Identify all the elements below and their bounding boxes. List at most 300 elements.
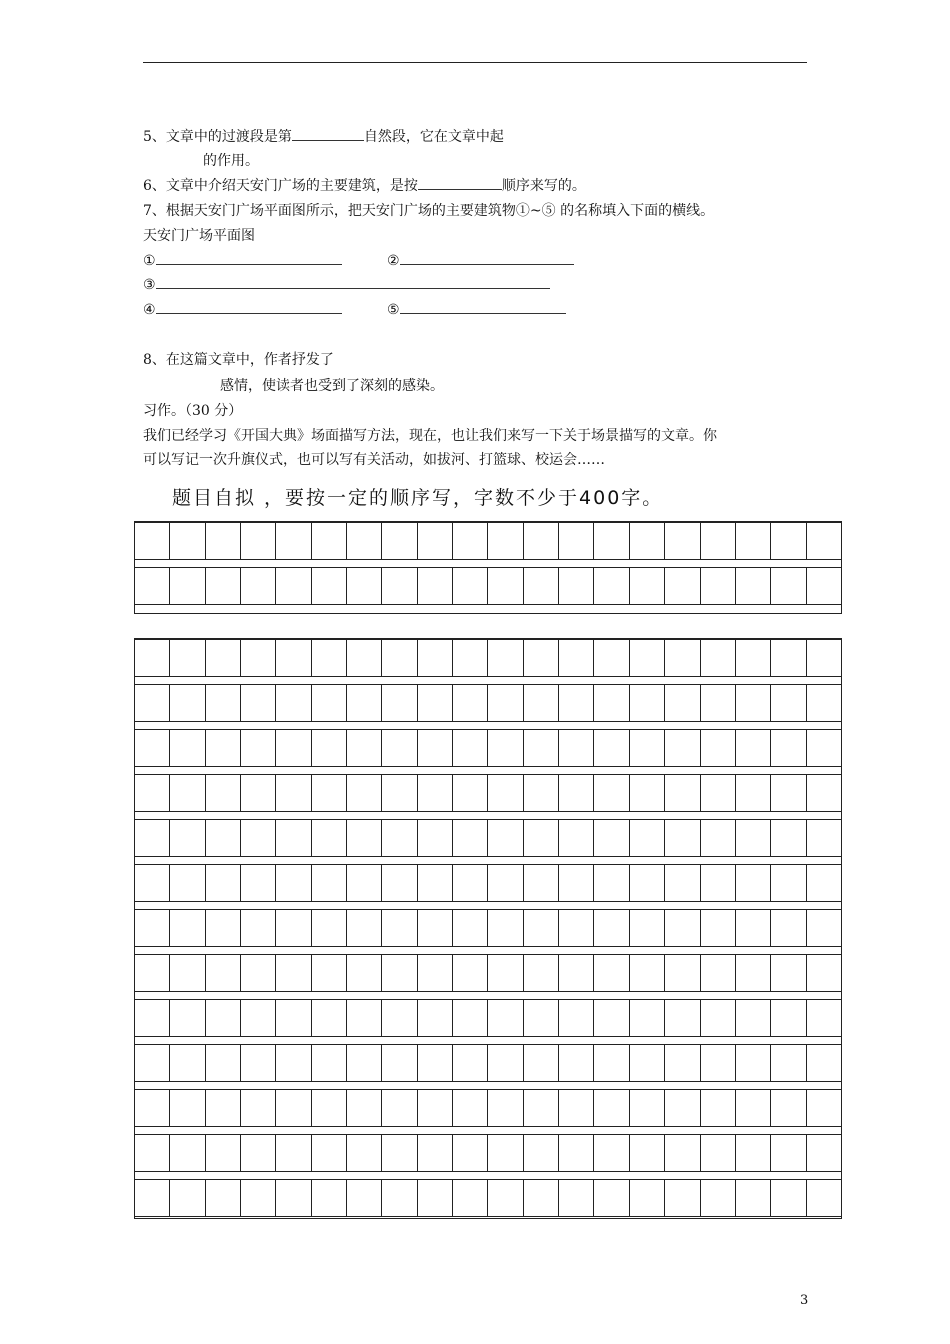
- grid-cell[interactable]: [488, 568, 523, 604]
- grid-cell[interactable]: [771, 1045, 806, 1081]
- grid-cell[interactable]: [594, 775, 629, 811]
- grid-cell[interactable]: [807, 568, 841, 604]
- grid-cell[interactable]: [135, 1090, 170, 1126]
- grid-cell[interactable]: [594, 1180, 629, 1216]
- grid-cell[interactable]: [453, 820, 488, 856]
- grid-cell[interactable]: [488, 775, 523, 811]
- grid-cell[interactable]: [594, 820, 629, 856]
- grid-cell[interactable]: [807, 910, 841, 946]
- grid-cell[interactable]: [382, 820, 417, 856]
- grid-cell[interactable]: [630, 640, 665, 676]
- grid-cell[interactable]: [312, 1090, 347, 1126]
- grid-cell[interactable]: [382, 1180, 417, 1216]
- grid-cell[interactable]: [665, 1000, 700, 1036]
- grid-cell[interactable]: [524, 1180, 559, 1216]
- grid-cell[interactable]: [736, 955, 771, 991]
- grid-cell[interactable]: [630, 865, 665, 901]
- grid-cell[interactable]: [206, 640, 241, 676]
- grid-cell[interactable]: [559, 775, 594, 811]
- grid-cell[interactable]: [524, 685, 559, 721]
- grid-cell[interactable]: [418, 640, 453, 676]
- grid-cell[interactable]: [594, 1000, 629, 1036]
- grid-cell[interactable]: [736, 1180, 771, 1216]
- grid-cell[interactable]: [701, 910, 736, 946]
- grid-cell[interactable]: [665, 1135, 700, 1171]
- grid-cell[interactable]: [559, 1000, 594, 1036]
- grid-cell[interactable]: [276, 820, 311, 856]
- grid-cell[interactable]: [347, 820, 382, 856]
- grid-cell[interactable]: [736, 1045, 771, 1081]
- grid-cell[interactable]: [736, 910, 771, 946]
- grid-cell[interactable]: [488, 910, 523, 946]
- grid-cell[interactable]: [241, 1135, 276, 1171]
- grid-cell[interactable]: [170, 523, 205, 559]
- grid-cell[interactable]: [135, 1045, 170, 1081]
- answer-blank-4[interactable]: [156, 299, 342, 314]
- grid-cell[interactable]: [594, 1135, 629, 1171]
- grid-cell[interactable]: [630, 1180, 665, 1216]
- grid-cell[interactable]: [488, 1180, 523, 1216]
- grid-cell[interactable]: [736, 1135, 771, 1171]
- grid-cell[interactable]: [807, 1135, 841, 1171]
- grid-cell[interactable]: [630, 1090, 665, 1126]
- grid-cell[interactable]: [771, 568, 806, 604]
- grid-cell[interactable]: [665, 1090, 700, 1126]
- grid-cell[interactable]: [276, 775, 311, 811]
- grid-cell[interactable]: [206, 1090, 241, 1126]
- grid-cell[interactable]: [701, 568, 736, 604]
- grid-cell[interactable]: [630, 910, 665, 946]
- grid-cell[interactable]: [418, 1090, 453, 1126]
- grid-cell[interactable]: [807, 1090, 841, 1126]
- grid-cell[interactable]: [665, 865, 700, 901]
- grid-cell[interactable]: [488, 1090, 523, 1126]
- grid-cell[interactable]: [630, 955, 665, 991]
- grid-cell[interactable]: [524, 820, 559, 856]
- grid-cell[interactable]: [170, 730, 205, 766]
- grid-cell[interactable]: [382, 568, 417, 604]
- grid-cell[interactable]: [135, 640, 170, 676]
- grid-cell[interactable]: [135, 865, 170, 901]
- grid-cell[interactable]: [665, 568, 700, 604]
- grid-cell[interactable]: [524, 910, 559, 946]
- grid-cell[interactable]: [135, 730, 170, 766]
- grid-cell[interactable]: [771, 955, 806, 991]
- grid-cell[interactable]: [241, 775, 276, 811]
- grid-cell[interactable]: [347, 1180, 382, 1216]
- grid-cell[interactable]: [135, 1000, 170, 1036]
- grid-cell[interactable]: [347, 910, 382, 946]
- grid-cell[interactable]: [170, 1000, 205, 1036]
- answer-blank-2[interactable]: [400, 250, 574, 265]
- grid-cell[interactable]: [276, 685, 311, 721]
- grid-cell[interactable]: [488, 1000, 523, 1036]
- grid-cell[interactable]: [453, 1000, 488, 1036]
- grid-cell[interactable]: [736, 640, 771, 676]
- grid-cell[interactable]: [701, 685, 736, 721]
- grid-cell[interactable]: [276, 523, 311, 559]
- grid-cell[interactable]: [170, 820, 205, 856]
- grid-cell[interactable]: [630, 1045, 665, 1081]
- grid-cell[interactable]: [453, 1090, 488, 1126]
- grid-cell[interactable]: [736, 730, 771, 766]
- grid-cell[interactable]: [701, 1045, 736, 1081]
- grid-cell[interactable]: [559, 640, 594, 676]
- grid-cell[interactable]: [524, 523, 559, 559]
- grid-cell[interactable]: [665, 820, 700, 856]
- grid-cell[interactable]: [241, 1045, 276, 1081]
- grid-cell[interactable]: [241, 1180, 276, 1216]
- grid-cell[interactable]: [665, 775, 700, 811]
- grid-cell[interactable]: [418, 910, 453, 946]
- grid-cell[interactable]: [559, 1090, 594, 1126]
- grid-cell[interactable]: [418, 523, 453, 559]
- grid-cell[interactable]: [382, 775, 417, 811]
- grid-cell[interactable]: [736, 568, 771, 604]
- grid-cell[interactable]: [524, 1000, 559, 1036]
- grid-cell[interactable]: [807, 1180, 841, 1216]
- grid-cell[interactable]: [206, 910, 241, 946]
- grid-cell[interactable]: [488, 685, 523, 721]
- grid-cell[interactable]: [241, 1090, 276, 1126]
- grid-cell[interactable]: [135, 775, 170, 811]
- grid-cell[interactable]: [241, 1000, 276, 1036]
- grid-cell[interactable]: [524, 775, 559, 811]
- grid-cell[interactable]: [453, 955, 488, 991]
- grid-cell[interactable]: [736, 775, 771, 811]
- grid-cell[interactable]: [701, 1180, 736, 1216]
- grid-cell[interactable]: [488, 955, 523, 991]
- grid-cell[interactable]: [807, 640, 841, 676]
- grid-cell[interactable]: [807, 775, 841, 811]
- grid-cell[interactable]: [418, 1135, 453, 1171]
- grid-cell[interactable]: [736, 1000, 771, 1036]
- grid-cell[interactable]: [736, 523, 771, 559]
- grid-cell[interactable]: [206, 523, 241, 559]
- grid-cell[interactable]: [771, 775, 806, 811]
- grid-cell[interactable]: [312, 1180, 347, 1216]
- grid-cell[interactable]: [453, 865, 488, 901]
- grid-cell[interactable]: [347, 730, 382, 766]
- grid-cell[interactable]: [170, 1045, 205, 1081]
- grid-cell[interactable]: [276, 640, 311, 676]
- grid-cell[interactable]: [206, 1180, 241, 1216]
- grid-cell[interactable]: [312, 640, 347, 676]
- grid-cell[interactable]: [771, 1090, 806, 1126]
- grid-cell[interactable]: [807, 1045, 841, 1081]
- grid-cell[interactable]: [559, 685, 594, 721]
- grid-cell[interactable]: [594, 568, 629, 604]
- grid-cell[interactable]: [170, 1135, 205, 1171]
- grid-cell[interactable]: [771, 865, 806, 901]
- grid-cell[interactable]: [701, 640, 736, 676]
- grid-cell[interactable]: [206, 685, 241, 721]
- grid-cell[interactable]: [559, 523, 594, 559]
- grid-cell[interactable]: [453, 775, 488, 811]
- grid-cell[interactable]: [453, 1180, 488, 1216]
- grid-cell[interactable]: [276, 1180, 311, 1216]
- grid-cell[interactable]: [276, 910, 311, 946]
- grid-cell[interactable]: [630, 820, 665, 856]
- grid-cell[interactable]: [701, 523, 736, 559]
- grid-cell[interactable]: [347, 1135, 382, 1171]
- grid-cell[interactable]: [241, 730, 276, 766]
- grid-cell[interactable]: [665, 910, 700, 946]
- grid-cell[interactable]: [170, 685, 205, 721]
- grid-cell[interactable]: [453, 568, 488, 604]
- grid-cell[interactable]: [736, 685, 771, 721]
- grid-cell[interactable]: [418, 775, 453, 811]
- grid-cell[interactable]: [771, 685, 806, 721]
- grid-cell[interactable]: [488, 730, 523, 766]
- grid-cell[interactable]: [665, 640, 700, 676]
- grid-cell[interactable]: [382, 730, 417, 766]
- grid-cell[interactable]: [524, 730, 559, 766]
- grid-cell[interactable]: [594, 730, 629, 766]
- grid-cell[interactable]: [312, 685, 347, 721]
- grid-cell[interactable]: [736, 1090, 771, 1126]
- grid-cell[interactable]: [312, 568, 347, 604]
- grid-cell[interactable]: [524, 640, 559, 676]
- grid-cell[interactable]: [347, 1090, 382, 1126]
- grid-cell[interactable]: [630, 1135, 665, 1171]
- grid-cell[interactable]: [135, 1135, 170, 1171]
- grid-cell[interactable]: [665, 685, 700, 721]
- grid-cell[interactable]: [206, 1135, 241, 1171]
- grid-cell[interactable]: [382, 910, 417, 946]
- grid-cell[interactable]: [559, 910, 594, 946]
- grid-cell[interactable]: [771, 1000, 806, 1036]
- grid-cell[interactable]: [807, 730, 841, 766]
- grid-cell[interactable]: [524, 1045, 559, 1081]
- grid-cell[interactable]: [594, 955, 629, 991]
- grid-cell[interactable]: [382, 1135, 417, 1171]
- grid-cell[interactable]: [347, 775, 382, 811]
- grid-cell[interactable]: [312, 820, 347, 856]
- grid-cell[interactable]: [206, 955, 241, 991]
- grid-cell[interactable]: [559, 1045, 594, 1081]
- grid-cell[interactable]: [382, 1045, 417, 1081]
- grid-cell[interactable]: [382, 1000, 417, 1036]
- grid-cell[interactable]: [206, 820, 241, 856]
- grid-cell[interactable]: [594, 640, 629, 676]
- grid-cell[interactable]: [418, 955, 453, 991]
- grid-cell[interactable]: [665, 955, 700, 991]
- grid-cell[interactable]: [170, 910, 205, 946]
- answer-blank-1[interactable]: [156, 250, 342, 265]
- grid-cell[interactable]: [771, 730, 806, 766]
- grid-cell[interactable]: [594, 910, 629, 946]
- grid-cell[interactable]: [347, 1000, 382, 1036]
- grid-cell[interactable]: [206, 568, 241, 604]
- grid-cell[interactable]: [135, 820, 170, 856]
- grid-cell[interactable]: [241, 568, 276, 604]
- grid-cell[interactable]: [135, 523, 170, 559]
- grid-cell[interactable]: [630, 568, 665, 604]
- grid-cell[interactable]: [665, 523, 700, 559]
- grid-cell[interactable]: [312, 1135, 347, 1171]
- grid-cell[interactable]: [665, 1180, 700, 1216]
- grid-cell[interactable]: [665, 1045, 700, 1081]
- grid-cell[interactable]: [241, 523, 276, 559]
- grid-cell[interactable]: [559, 1180, 594, 1216]
- grid-cell[interactable]: [701, 1135, 736, 1171]
- grid-cell[interactable]: [524, 865, 559, 901]
- grid-cell[interactable]: [276, 955, 311, 991]
- grid-cell[interactable]: [135, 685, 170, 721]
- grid-cell[interactable]: [701, 1000, 736, 1036]
- grid-cell[interactable]: [771, 910, 806, 946]
- grid-cell[interactable]: [524, 955, 559, 991]
- grid-cell[interactable]: [630, 730, 665, 766]
- grid-cell[interactable]: [312, 1000, 347, 1036]
- grid-cell[interactable]: [418, 685, 453, 721]
- grid-cell[interactable]: [135, 1180, 170, 1216]
- grid-cell[interactable]: [347, 640, 382, 676]
- grid-cell[interactable]: [206, 730, 241, 766]
- grid-cell[interactable]: [771, 820, 806, 856]
- grid-cell[interactable]: [594, 865, 629, 901]
- grid-cell[interactable]: [701, 955, 736, 991]
- grid-cell[interactable]: [559, 865, 594, 901]
- grid-cell[interactable]: [559, 820, 594, 856]
- grid-cell[interactable]: [347, 865, 382, 901]
- grid-cell[interactable]: [206, 1000, 241, 1036]
- grid-cell[interactable]: [170, 865, 205, 901]
- grid-cell[interactable]: [382, 685, 417, 721]
- grid-cell[interactable]: [771, 523, 806, 559]
- writing-grid-top[interactable]: [134, 521, 842, 614]
- answer-blank-3[interactable]: [156, 274, 550, 289]
- grid-cell[interactable]: [453, 685, 488, 721]
- grid-cell[interactable]: [453, 640, 488, 676]
- grid-cell[interactable]: [771, 1180, 806, 1216]
- grid-cell[interactable]: [488, 1045, 523, 1081]
- grid-cell[interactable]: [206, 1045, 241, 1081]
- grid-cell[interactable]: [418, 1000, 453, 1036]
- grid-cell[interactable]: [170, 775, 205, 811]
- grid-cell[interactable]: [701, 865, 736, 901]
- grid-cell[interactable]: [807, 955, 841, 991]
- answer-blank-5[interactable]: [400, 299, 566, 314]
- grid-cell[interactable]: [347, 523, 382, 559]
- grid-cell[interactable]: [276, 1135, 311, 1171]
- grid-cell[interactable]: [170, 1180, 205, 1216]
- grid-cell[interactable]: [771, 1135, 806, 1171]
- grid-cell[interactable]: [382, 1090, 417, 1126]
- grid-cell[interactable]: [170, 955, 205, 991]
- grid-cell[interactable]: [312, 730, 347, 766]
- grid-cell[interactable]: [736, 820, 771, 856]
- grid-cell[interactable]: [206, 865, 241, 901]
- grid-cell[interactable]: [807, 685, 841, 721]
- writing-grid-main[interactable]: [134, 638, 842, 1219]
- grid-cell[interactable]: [241, 910, 276, 946]
- grid-cell[interactable]: [347, 568, 382, 604]
- grid-cell[interactable]: [241, 955, 276, 991]
- grid-cell[interactable]: [594, 523, 629, 559]
- grid-cell[interactable]: [630, 523, 665, 559]
- grid-cell[interactable]: [524, 1135, 559, 1171]
- grid-cell[interactable]: [488, 523, 523, 559]
- grid-cell[interactable]: [453, 1135, 488, 1171]
- grid-cell[interactable]: [276, 730, 311, 766]
- grid-cell[interactable]: [241, 820, 276, 856]
- grid-cell[interactable]: [312, 523, 347, 559]
- grid-cell[interactable]: [382, 955, 417, 991]
- grid-cell[interactable]: [206, 775, 241, 811]
- grid-cell[interactable]: [276, 1000, 311, 1036]
- grid-cell[interactable]: [701, 1090, 736, 1126]
- grid-cell[interactable]: [170, 640, 205, 676]
- grid-cell[interactable]: [418, 865, 453, 901]
- grid-cell[interactable]: [312, 955, 347, 991]
- grid-cell[interactable]: [382, 523, 417, 559]
- grid-cell[interactable]: [135, 568, 170, 604]
- grid-cell[interactable]: [135, 910, 170, 946]
- grid-cell[interactable]: [524, 1090, 559, 1126]
- grid-cell[interactable]: [701, 820, 736, 856]
- grid-cell[interactable]: [347, 685, 382, 721]
- grid-cell[interactable]: [488, 640, 523, 676]
- grid-cell[interactable]: [347, 1045, 382, 1081]
- grid-cell[interactable]: [312, 865, 347, 901]
- grid-cell[interactable]: [170, 568, 205, 604]
- grid-cell[interactable]: [488, 1135, 523, 1171]
- grid-cell[interactable]: [418, 1045, 453, 1081]
- grid-cell[interactable]: [135, 955, 170, 991]
- grid-cell[interactable]: [276, 568, 311, 604]
- grid-cell[interactable]: [736, 865, 771, 901]
- grid-cell[interactable]: [630, 1000, 665, 1036]
- grid-cell[interactable]: [630, 685, 665, 721]
- grid-cell[interactable]: [630, 775, 665, 811]
- grid-cell[interactable]: [807, 865, 841, 901]
- grid-cell[interactable]: [559, 568, 594, 604]
- grid-cell[interactable]: [418, 1180, 453, 1216]
- grid-cell[interactable]: [594, 685, 629, 721]
- grid-cell[interactable]: [524, 568, 559, 604]
- grid-cell[interactable]: [559, 1135, 594, 1171]
- grid-cell[interactable]: [276, 865, 311, 901]
- grid-cell[interactable]: [559, 730, 594, 766]
- grid-cell[interactable]: [382, 640, 417, 676]
- grid-cell[interactable]: [418, 568, 453, 604]
- grid-cell[interactable]: [701, 730, 736, 766]
- grid-cell[interactable]: [347, 955, 382, 991]
- grid-cell[interactable]: [488, 865, 523, 901]
- grid-cell[interactable]: [453, 910, 488, 946]
- question-5-blank[interactable]: [292, 126, 364, 141]
- grid-cell[interactable]: [241, 685, 276, 721]
- grid-cell[interactable]: [807, 1000, 841, 1036]
- question-6-blank[interactable]: [418, 175, 502, 190]
- grid-cell[interactable]: [418, 730, 453, 766]
- grid-cell[interactable]: [418, 820, 453, 856]
- grid-cell[interactable]: [453, 523, 488, 559]
- grid-cell[interactable]: [241, 640, 276, 676]
- grid-cell[interactable]: [276, 1090, 311, 1126]
- grid-cell[interactable]: [453, 1045, 488, 1081]
- grid-cell[interactable]: [312, 1045, 347, 1081]
- grid-cell[interactable]: [559, 955, 594, 991]
- grid-cell[interactable]: [771, 640, 806, 676]
- grid-cell[interactable]: [241, 865, 276, 901]
- grid-cell[interactable]: [594, 1090, 629, 1126]
- grid-cell[interactable]: [488, 820, 523, 856]
- grid-cell[interactable]: [594, 1045, 629, 1081]
- grid-cell[interactable]: [312, 775, 347, 811]
